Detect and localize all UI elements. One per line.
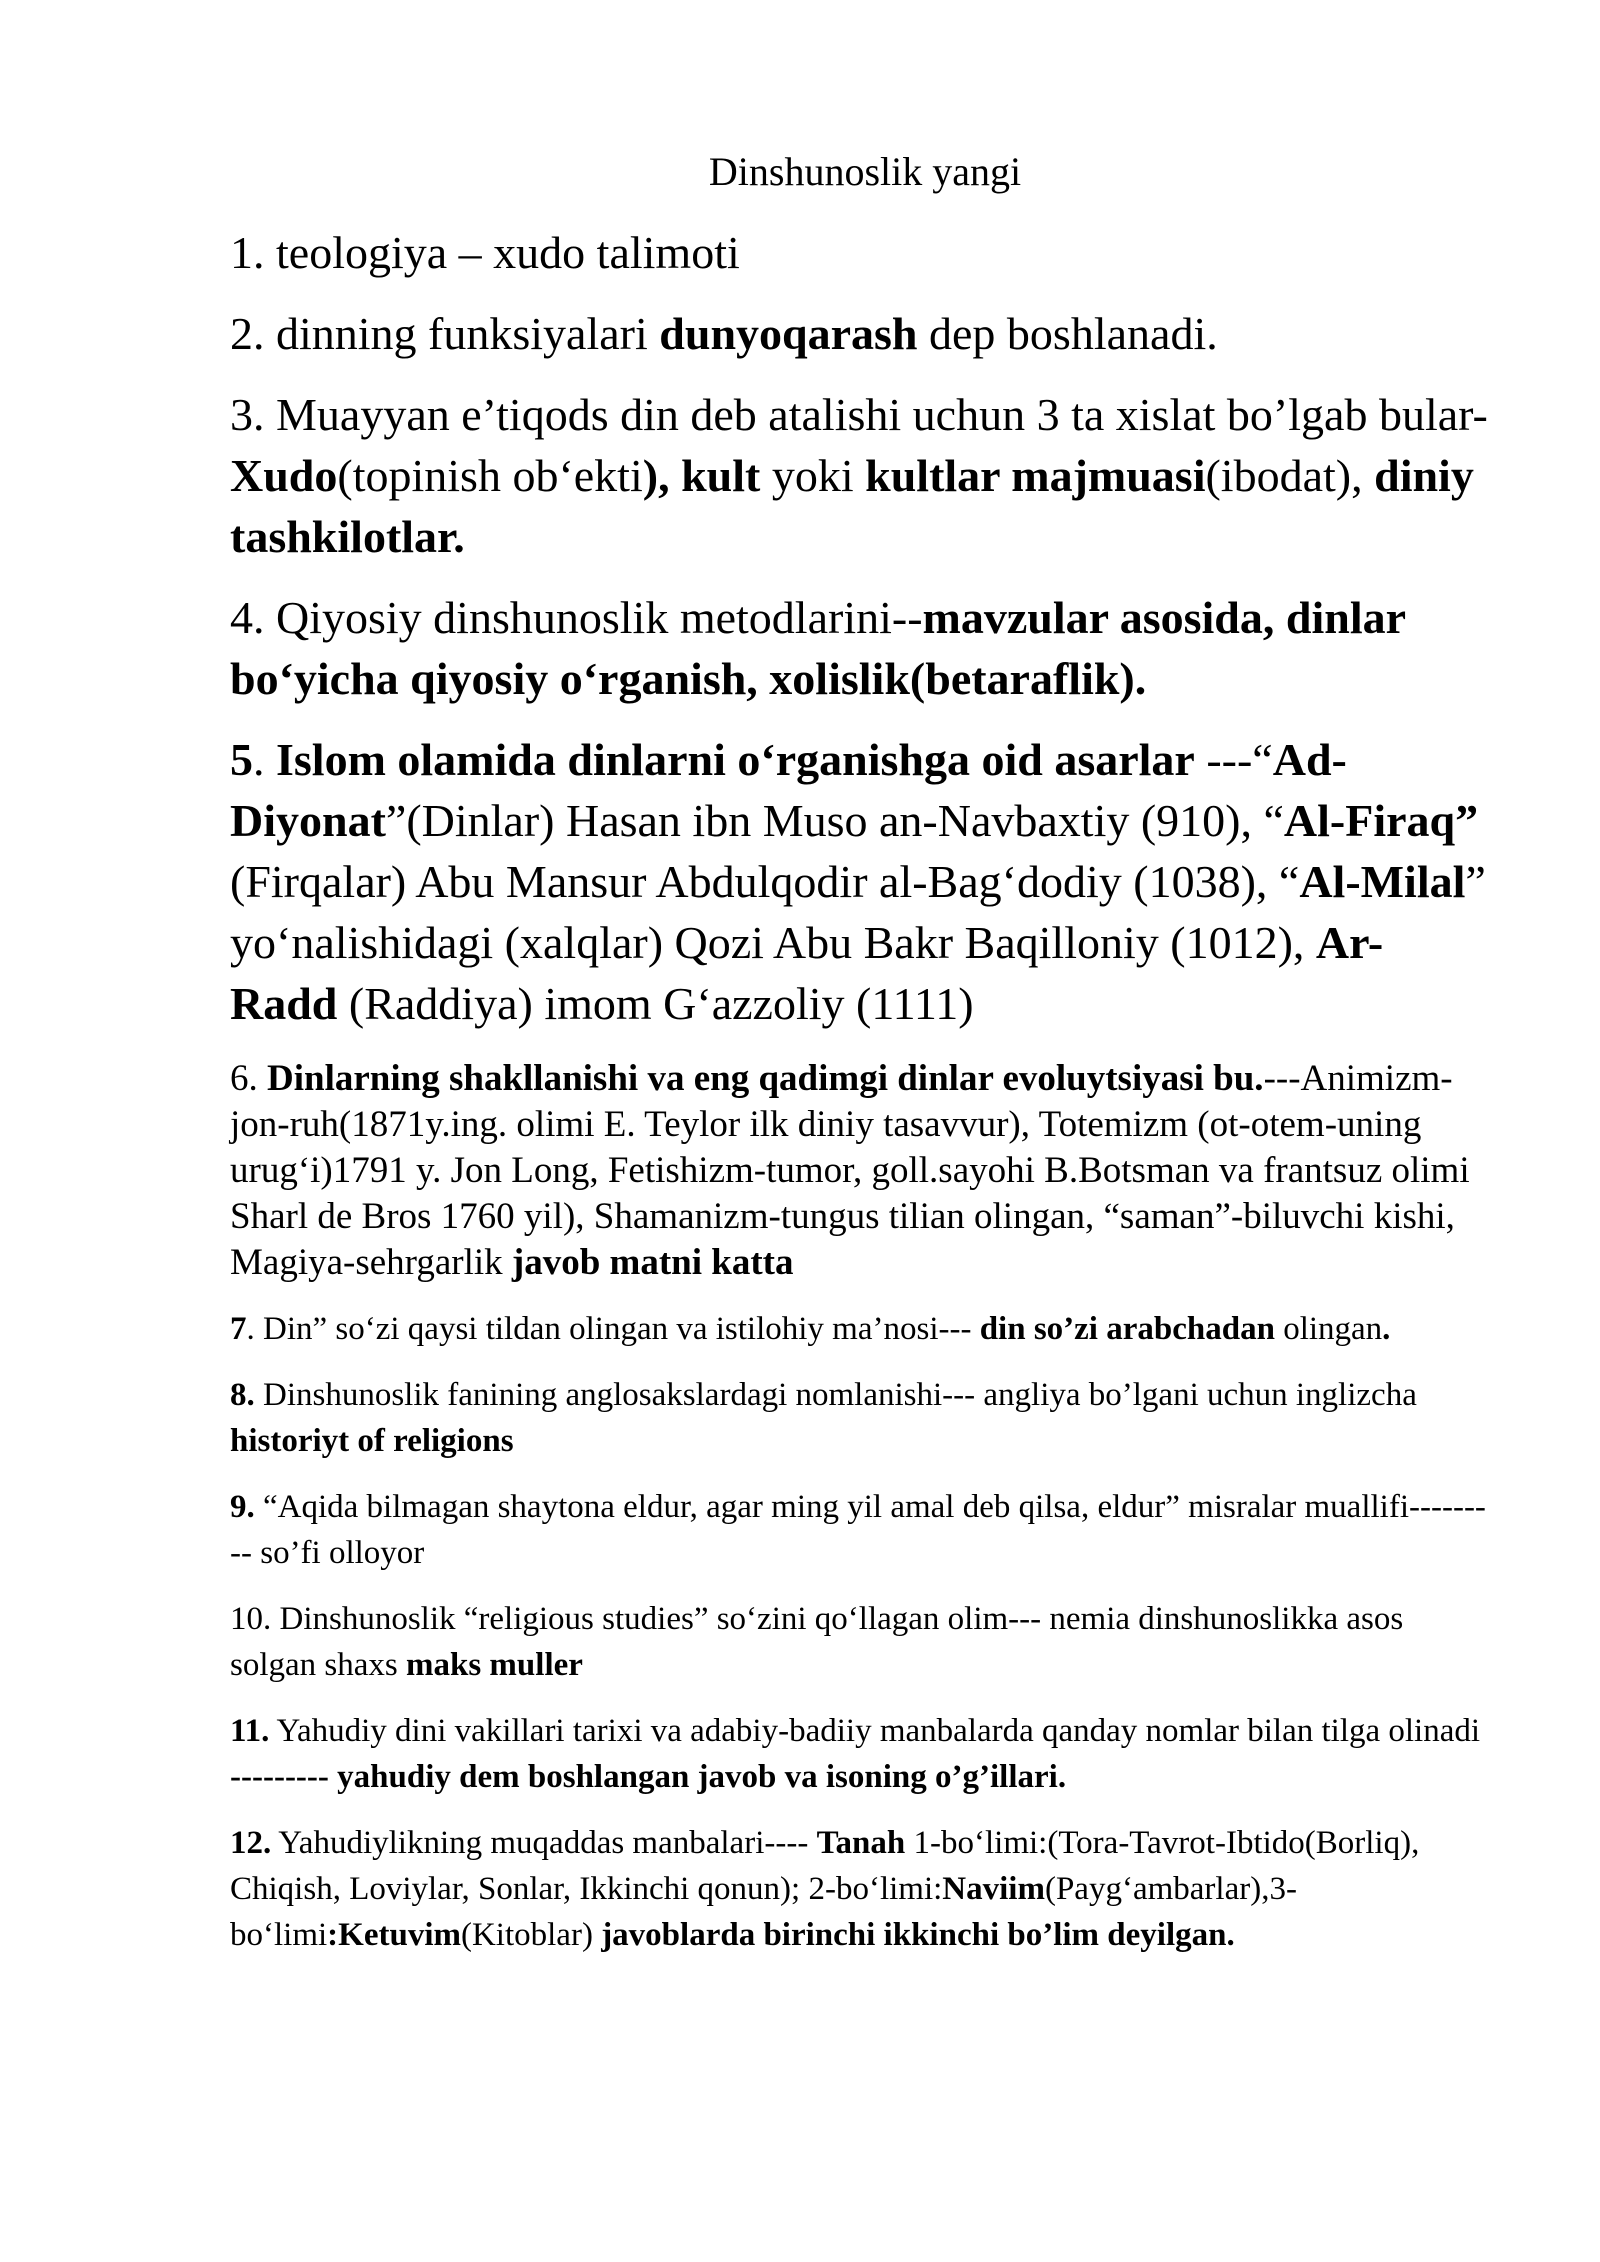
text-run: olingan	[1274, 1311, 1383, 1347]
text-run: 6.	[230, 1058, 267, 1099]
text-run: 4. Qiyosiy dinshunoslik metodlarini--	[230, 592, 923, 643]
bold-text: Al-Milal	[1299, 856, 1466, 907]
bold-text: :Ketuvim	[327, 1917, 461, 1953]
text-run: “Aqida bilmagan shaytona eldur, agar ming yil amal deb qilsa, eldur” misralar muallifi--------- so’fi olloyor	[230, 1489, 1486, 1571]
bold-text: javob matni katta	[511, 1242, 794, 1283]
text-run: Yahudiy dini vakillari tarixi va adabiy-badiiy manbalarda qanday nomlar bilan tilga olinadi	[269, 1713, 1481, 1749]
bold-text: Ad-Diyonat	[230, 734, 1347, 846]
bold-text: diniy tashkilotlar.	[230, 450, 1474, 562]
bold-text: historiyt of religions	[230, 1423, 514, 1459]
bold-text: 12.	[230, 1825, 272, 1861]
text-run: yoki	[760, 450, 866, 501]
bold-text: ), kult	[642, 450, 761, 501]
text-run: Yahudiylikning muqaddas manbalari----	[271, 1825, 817, 1861]
bold-text: 11.	[230, 1713, 270, 1749]
text-run: Dinshunoslik fanining anglosakslardagi nomlanishi--- angliya bo’lgani uchun inglizcha	[254, 1377, 1417, 1413]
text-run: ” yo‘nalishidagi (xalqlar) Qozi Abu Bakr Baqilloniy (1012),	[230, 856, 1486, 968]
bold-text: 8.	[230, 1377, 255, 1413]
text-run: 2. dinning funksiyalari	[230, 308, 660, 359]
text-run: (topinish ob‘ekti	[337, 450, 643, 501]
text-run: (Firqalar) Abu Mansur Abdulqodir al-Bag‘dodiy (1038), “	[230, 856, 1300, 907]
bold-text: .	[1382, 1311, 1391, 1347]
question-item-7	[230, 1306, 1490, 1352]
bold-text: Xudo	[230, 450, 338, 501]
bold-text: --------- yahudiy dem boshlangan javob va isoning o’g’illari.	[230, 1759, 1067, 1795]
bold-text: Naviim	[942, 1871, 1045, 1907]
question-item-9	[230, 1484, 1490, 1576]
text-run: 10. Dinshunoslik “religious studies” so‘zini qo‘llagan olim--- nemia dinshunoslikka asos solgan shaxs	[230, 1601, 1404, 1683]
text-run: dep boshlanadi.	[917, 308, 1218, 359]
bold-text: javoblarda birinchi ikkinchi bo’lim deyilgan.	[601, 1917, 1235, 1953]
text-run: 3. Muayyan e’tiqods din deb atalishi uchun 3 ta xislat bo’lgab bular-	[230, 389, 1488, 440]
text-run: (ibodat),	[1205, 450, 1375, 501]
text-run: 1-bo‘limi:(Tora-Tavrot-Ibtido(Borliq), Chiqish, Loviylar, Sonlar, Ikkinchi qonun); 2-bo‘limi:	[230, 1825, 1420, 1907]
text-run: (Payg‘ambarlar),3- bo‘limi	[230, 1871, 1297, 1953]
text-run: .	[253, 734, 276, 785]
bold-text: 9.	[230, 1489, 255, 1525]
bold-text: Dinlarning shakllanishi va eng qadimgi dinlar evoluytsiyasi bu.	[267, 1058, 1264, 1099]
text-run: ”(Dinlar) Hasan ibn Muso an-Navbaxtiy (910), “	[385, 795, 1284, 846]
question-item-12	[230, 1820, 1490, 1958]
text-run: ---“	[1194, 734, 1273, 785]
bold-text: Islom olamida dinlarni o‘rganishga oid asarlar	[276, 734, 1195, 785]
bold-text: 7	[230, 1311, 247, 1347]
bold-text: din so’zi arabchadan	[979, 1311, 1275, 1347]
bold-text: mavzular asosida, dinlar bo‘yicha qiyosiy o‘rganish, xolislik(betaraflik).	[230, 592, 1406, 704]
question-item-3	[230, 384, 1490, 567]
text-run: (Raddiya) imom G‘azzoliy (1111)	[337, 978, 974, 1029]
question-item-4	[230, 587, 1490, 709]
bold-text: Ar-Radd	[230, 917, 1384, 1029]
question-item-6	[230, 1056, 1490, 1286]
bold-text: Al-Firaq”	[1283, 795, 1479, 846]
text-run: . Din” so‘zi qaysi tildan olingan va istilohiy ma’nosi---	[246, 1311, 980, 1347]
text-run: (Kitoblar)	[460, 1917, 602, 1953]
question-item-10	[230, 1596, 1490, 1688]
bold-text: dunyoqarash	[659, 308, 918, 359]
bold-text: kultlar majmuasi	[865, 450, 1206, 501]
bold-text: 5	[230, 734, 253, 785]
question-item-1	[230, 222, 1490, 283]
bold-text: maks muller	[406, 1647, 583, 1683]
bold-text: Tanah	[816, 1825, 906, 1861]
question-item-8	[230, 1372, 1490, 1464]
question-item-5	[230, 729, 1490, 1034]
question-item-2	[230, 303, 1490, 364]
document-title: Dinshunoslik yangi	[708, 149, 1022, 194]
document-body	[230, 222, 1490, 1958]
text-run: ---Animizm-jon-ruh(1871y.ing. olimi E. Teylor ilk diniy tasavvur), Totemizm (ot-otem-uning urug‘i)1791 y. Jon Long, Fetishizm-tumor, goll.sayohi B.Botsman va frantsuz olimi Sharl de Bros 1760 yil), Shamanizm-tungus tilian olingan, “saman”-biluvchi kishi, Magiya-sehrgarlik	[230, 1058, 1470, 1283]
text-run: 1. teologiya – xudo talimoti	[230, 227, 740, 278]
question-item-11	[230, 1708, 1490, 1800]
